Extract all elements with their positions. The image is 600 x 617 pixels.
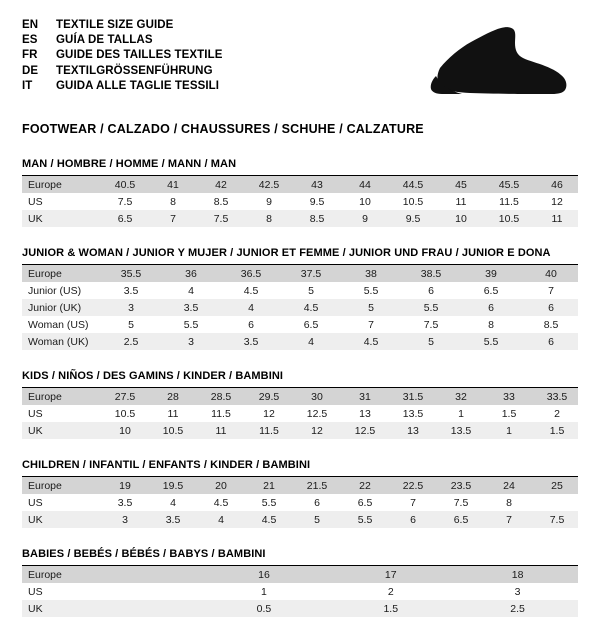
size-cell — [530, 494, 578, 511]
language-code: EN — [22, 19, 39, 31]
size-cell: 8 — [488, 318, 494, 331]
size-cell: 13 — [386, 422, 434, 439]
size-cell: 6.5 — [357, 496, 373, 509]
size-tables-container — [22, 158, 578, 617]
size-cell: 33 — [482, 388, 530, 405]
size-cell: 38 — [338, 265, 398, 282]
size-cell: 11 — [194, 422, 242, 439]
size-cell: 7 — [410, 496, 416, 509]
size-cell: 9 — [266, 195, 272, 208]
table-row — [22, 477, 578, 494]
language-code: DE — [22, 64, 39, 77]
row-label: Junior (US) — [28, 284, 82, 297]
size-cell: 11 — [167, 407, 179, 420]
size-cell: 37.5 — [278, 265, 338, 282]
size-cell: 32 — [434, 388, 482, 405]
size-cell: 31.5 — [386, 388, 434, 405]
row-label: Europe — [22, 477, 98, 494]
page-header — [22, 18, 578, 106]
size-cell: 2.5 — [98, 333, 158, 350]
size-cell: 7 — [368, 318, 374, 331]
size-cell: 1 — [261, 585, 267, 598]
size-cell: 9.5 — [386, 210, 434, 227]
size-cell: 10.5 — [114, 407, 136, 420]
size-cell: 22.5 — [386, 477, 434, 494]
size-cell: 6.5 — [434, 511, 482, 528]
size-cell: 12 — [551, 195, 563, 208]
table-row — [22, 210, 578, 227]
size-cell: 10 — [98, 422, 146, 439]
size-section — [22, 548, 578, 617]
size-cell: 5 — [128, 318, 134, 331]
size-cell: 4.5 — [338, 333, 398, 350]
size-cell: 6 — [428, 284, 434, 297]
size-cell: 3.5 — [117, 496, 133, 509]
table-row — [22, 494, 578, 511]
size-cell: 38.5 — [398, 265, 458, 282]
row-label: Europe — [22, 176, 98, 193]
language-row — [22, 79, 223, 94]
size-cell: 8.5 — [543, 318, 559, 331]
size-cell: 17 — [324, 566, 451, 583]
size-cell: 4 — [218, 299, 278, 316]
size-cell: 12 — [263, 407, 275, 420]
size-cell: 4.5 — [213, 496, 229, 509]
size-cell: 6 — [518, 299, 578, 316]
size-cell: 12.5 — [306, 407, 328, 420]
size-cell: 44 — [338, 176, 386, 193]
table-row — [22, 333, 578, 350]
language-code: FR — [22, 49, 38, 62]
table-row — [22, 265, 578, 282]
size-table — [22, 566, 578, 617]
language-row — [22, 48, 223, 63]
size-section — [22, 247, 578, 350]
size-cell: 10.5 — [146, 422, 194, 439]
size-cell: 4 — [194, 511, 242, 528]
size-cell: 7.5 — [453, 496, 469, 509]
size-cell: 36 — [158, 265, 218, 282]
table-row — [22, 282, 578, 299]
language-title-list — [22, 18, 223, 94]
size-section-title: KIDS / NIÑOS / DES GAMINS / KINDER / BAMBINI — [22, 370, 578, 388]
size-cell: 6.5 — [98, 210, 146, 227]
row-label: Europe — [22, 265, 98, 282]
size-cell: 20 — [194, 477, 242, 494]
row-label: Woman (US) — [28, 318, 89, 331]
size-cell: 10.5 — [482, 210, 530, 227]
row-label: Europe — [22, 566, 198, 583]
row-label: UK — [22, 210, 98, 227]
size-cell: 40 — [518, 265, 578, 282]
size-cell: 6 — [248, 318, 254, 331]
size-cell: 28.5 — [194, 388, 242, 405]
size-cell: 40.5 — [98, 176, 146, 193]
size-cell: 13.5 — [402, 407, 424, 420]
size-cell: 24 — [482, 477, 530, 494]
size-cell: 3 — [158, 333, 218, 350]
size-cell: 4.5 — [243, 284, 259, 297]
size-cell: 13.5 — [434, 422, 482, 439]
size-cell: 4 — [170, 496, 176, 509]
size-cell: 4 — [278, 333, 338, 350]
size-cell: 6.5 — [483, 284, 499, 297]
size-cell: 7 — [482, 511, 530, 528]
size-cell: 2.5 — [451, 600, 578, 617]
language-title: GUIDE DES TAILLES TEXTILE — [56, 49, 223, 62]
size-cell: 21.5 — [290, 477, 338, 494]
size-cell: 33.5 — [530, 388, 578, 405]
size-cell: 3.5 — [146, 511, 194, 528]
size-cell: 1.5 — [530, 422, 578, 439]
size-cell: 42 — [194, 176, 242, 193]
size-cell: 12.5 — [338, 422, 386, 439]
size-cell: 45 — [434, 176, 482, 193]
size-table — [22, 265, 578, 350]
size-cell: 8 — [506, 496, 512, 509]
size-cell: 35.5 — [98, 265, 158, 282]
size-cell: 5.5 — [363, 284, 379, 297]
size-cell: 25 — [530, 477, 578, 494]
language-title: TEXTILGRÖSSENFÜHRUNG — [56, 64, 213, 77]
size-cell: 6 — [458, 299, 518, 316]
size-cell: 28 — [146, 388, 194, 405]
size-cell: 1.5 — [324, 600, 451, 617]
size-cell: 11.5 — [211, 407, 231, 420]
size-cell: 9 — [338, 210, 386, 227]
size-cell: 27.5 — [98, 388, 146, 405]
size-cell: 5.5 — [458, 333, 518, 350]
size-cell: 5 — [290, 511, 338, 528]
dress-shoe-icon — [374, 20, 574, 106]
size-cell: 29.5 — [242, 388, 290, 405]
size-cell: 19.5 — [146, 477, 194, 494]
size-table — [22, 388, 578, 439]
size-cell: 5.5 — [261, 496, 277, 509]
table-row — [22, 566, 578, 583]
size-cell: 10.5 — [402, 195, 424, 208]
size-cell: 11 — [530, 210, 578, 227]
category-line: FOOTWEAR / CALZADO / CHAUSSURES / SCHUHE / CALZATURE — [22, 122, 424, 136]
row-label: Europe — [22, 388, 98, 405]
size-cell: 5.5 — [183, 318, 199, 331]
size-cell: 5 — [398, 333, 458, 350]
size-cell: 16 — [198, 566, 325, 583]
size-cell: 31 — [338, 388, 386, 405]
size-cell: 46 — [530, 176, 578, 193]
table-row — [22, 176, 578, 193]
table-row — [22, 405, 578, 422]
size-cell: 13 — [359, 407, 371, 420]
size-cell: 4 — [188, 284, 194, 297]
size-cell: 39 — [458, 265, 518, 282]
size-cell: 0.5 — [198, 600, 325, 617]
size-cell: 3.5 — [158, 299, 218, 316]
row-label: UK — [22, 600, 198, 617]
row-label: UK — [22, 511, 98, 528]
size-cell: 6.5 — [303, 318, 319, 331]
size-cell: 36.5 — [218, 265, 278, 282]
language-title: GUÍA DE TALLAS — [56, 34, 153, 47]
size-cell: 5 — [338, 299, 398, 316]
size-cell: 45.5 — [482, 176, 530, 193]
size-cell: 5.5 — [338, 511, 386, 528]
size-cell: 6 — [518, 333, 578, 350]
row-label: UK — [22, 422, 98, 439]
size-cell: 43 — [290, 176, 338, 193]
size-cell: 11 — [455, 195, 467, 208]
table-row — [22, 583, 578, 600]
size-section — [22, 158, 578, 227]
size-cell: 7 — [548, 284, 554, 297]
size-cell: 2 — [554, 407, 560, 420]
size-section-title: JUNIOR & WOMAN / JUNIOR Y MUJER / JUNIOR ET FEMME / JUNIOR UND FRAU / JUNIOR E DONA — [22, 247, 578, 265]
size-cell: 6 — [314, 496, 320, 509]
row-label: US — [28, 407, 43, 420]
size-cell: 8 — [242, 210, 290, 227]
size-cell: 2 — [387, 585, 394, 598]
size-cell: 19 — [98, 477, 146, 494]
size-cell: 8.5 — [290, 210, 338, 227]
size-cell: 7.5 — [117, 195, 133, 208]
size-cell: 23.5 — [434, 477, 482, 494]
size-cell: 21 — [242, 477, 290, 494]
size-table — [22, 477, 578, 528]
language-title: TEXTILE SIZE GUIDE — [56, 19, 174, 31]
size-cell: 3 — [98, 511, 146, 528]
table-row — [22, 193, 578, 210]
table-row — [22, 600, 578, 617]
size-section — [22, 459, 578, 528]
size-cell: 1 — [458, 407, 464, 420]
table-row — [22, 299, 578, 316]
size-cell: 12 — [290, 422, 338, 439]
size-section-title: BABIES / BEBÉS / BÉBÉS / BABYS / BAMBINI — [22, 548, 578, 566]
size-cell: 44.5 — [386, 176, 434, 193]
size-cell: 10 — [434, 210, 482, 227]
size-cell: 11.5 — [242, 422, 290, 439]
language-code: IT — [22, 79, 33, 92]
size-cell: 22 — [338, 477, 386, 494]
row-label: US — [28, 585, 43, 598]
size-cell: 5.5 — [398, 299, 458, 316]
size-section — [22, 370, 578, 439]
language-title: GUIDA ALLE TAGLIE TESSILI — [56, 79, 220, 92]
size-cell: 1 — [482, 422, 530, 439]
size-section-title: MAN / HOMBRE / HOMME / MANN / MAN — [22, 158, 578, 176]
table-row — [22, 422, 578, 439]
language-row — [22, 64, 223, 79]
table-row — [22, 316, 578, 333]
language-row — [22, 33, 223, 48]
row-label: US — [28, 195, 43, 208]
row-label: US — [28, 496, 43, 509]
size-section-title: CHILDREN / INFANTIL / ENFANTS / KINDER / BAMBINI — [22, 459, 578, 477]
table-row — [22, 511, 578, 528]
size-cell: 7.5 — [194, 210, 242, 227]
size-cell: 8.5 — [213, 195, 229, 208]
size-cell: 1.5 — [501, 407, 517, 420]
size-cell: 3.5 — [123, 284, 139, 297]
size-cell: 30 — [290, 388, 338, 405]
row-label: Woman (UK) — [22, 333, 98, 350]
size-cell: 3 — [514, 585, 521, 598]
size-cell: 7.5 — [423, 318, 439, 331]
size-cell: 5 — [308, 284, 314, 297]
size-cell: 3.5 — [218, 333, 278, 350]
size-table — [22, 176, 578, 227]
table-row — [22, 388, 578, 405]
size-cell: 4.5 — [242, 511, 290, 528]
row-label: Junior (UK) — [22, 299, 98, 316]
size-cell: 6 — [386, 511, 434, 528]
size-cell: 8 — [170, 195, 176, 208]
size-cell: 7.5 — [530, 511, 578, 528]
size-cell: 42.5 — [242, 176, 290, 193]
language-row — [22, 18, 223, 33]
size-cell: 3 — [98, 299, 158, 316]
size-cell: 7 — [146, 210, 194, 227]
size-cell: 41 — [146, 176, 194, 193]
size-cell: 18 — [451, 566, 578, 583]
size-cell: 11.5 — [499, 195, 519, 208]
size-cell: 4.5 — [278, 299, 338, 316]
size-cell: 10 — [359, 195, 371, 208]
size-cell: 9.5 — [309, 195, 325, 208]
language-code: ES — [22, 34, 38, 47]
